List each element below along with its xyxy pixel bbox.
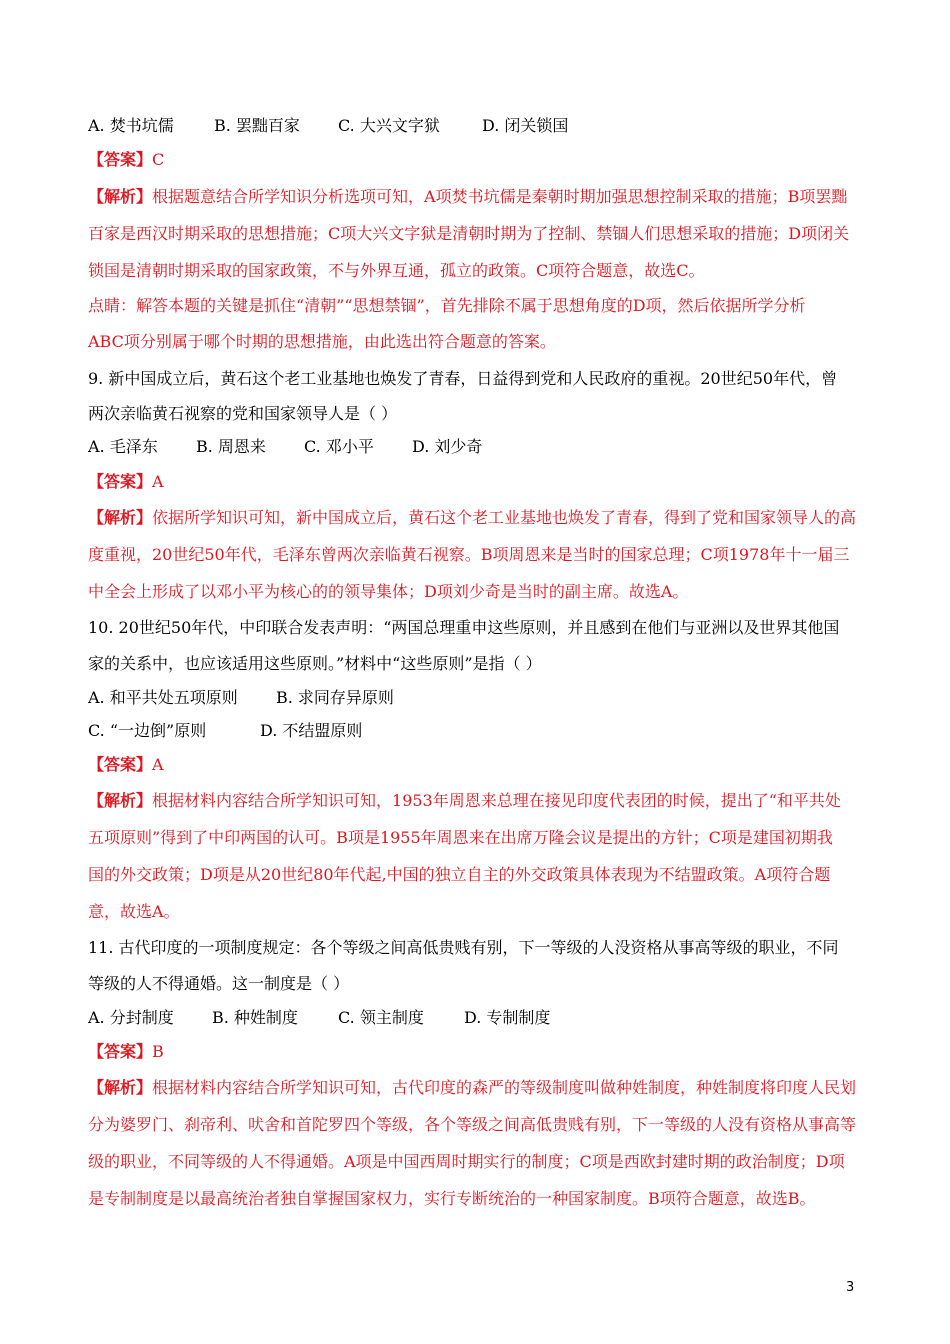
q8-answer <box>88 150 864 170</box>
q11-option-b: B. 种姓制度 <box>212 1008 298 1027</box>
q10-answer-value: A <box>152 755 164 774</box>
q11-analysis-text-1: 根据材料内容结合所学知识可知，古代印度的森严的等级制度叫做种姓制度，种姓制度将印度人民划 <box>152 1078 857 1097</box>
q8-option-c: C. 大兴文字狱 <box>338 116 440 135</box>
q10-analysis-line-4: 意，故选A。 <box>88 902 180 921</box>
q9-analysis-line-2: 度重视，20世纪50年代，毛泽东曾两次亲临黄石视察。B项周恩来是当时的国家总理；C项1978年十一届三 <box>88 545 850 564</box>
q10-options-row-2 <box>88 721 864 741</box>
answer-label: 【答案】 <box>88 1042 153 1061</box>
q11-analysis-line-3: 级的职业，不同等级的人不得通婚。A项是中国西周时期实行的制度；C项是西欧封建时期的政治制度；D项 <box>88 1152 845 1171</box>
q8-analysis-line-3: 锁国是清朝时期采取的国家政策，不与外界互通，孤立的政策。C项符合题意，故选C。 <box>88 261 705 280</box>
q9-options <box>88 437 864 457</box>
q10-options-row-1 <box>88 688 864 708</box>
page-number: 3 <box>846 1280 855 1295</box>
q8-option-d: D. 闭关锁国 <box>482 116 569 135</box>
q11-answer-value: B <box>152 1042 164 1061</box>
q9-stem-line-2: 两次亲临黄石视察的党和国家领导人是（ ） <box>88 404 398 423</box>
q10-analysis-text-1: 根据材料内容结合所学知识可知，1953年周恩来总理在接见印度代表团的时候，提出了“和平共处 <box>152 791 841 810</box>
q8-tip-line-2: ABC项分别属于哪个时期的思想措施，由此选出符合题意的答案。 <box>88 332 556 351</box>
q11-analysis-line-4: 是专制制度是以最高统治者独自掌握国家权力，实行专断统治的一种国家制度。B项符合题意，故选B。 <box>88 1189 816 1208</box>
q11-answer <box>88 1042 864 1062</box>
q10-stem-line-2: 家的关系中，也应该适用这些原则。”材料中“这些原则”是指（ ） <box>88 654 542 673</box>
q9-analysis-text-1: 依据所学知识可知，新中国成立后，黄石这个老工业基地也焕发了青春，得到了党和国家领导人的高 <box>152 508 857 527</box>
answer-label: 【答案】 <box>88 755 153 774</box>
q11-analysis-line-1 <box>88 1078 864 1098</box>
q9-option-a: A. 毛泽东 <box>88 437 158 456</box>
q9-answer-value: A <box>152 472 164 491</box>
q9-answer <box>88 472 864 492</box>
q8-option-a: A. 焚书坑儒 <box>88 116 174 135</box>
q10-option-c: C. “一边倒”原则 <box>88 721 207 740</box>
q10-stem-line-1: 10. 20世纪50年代，中印联合发表声明：“两国总理重申这些原则，并且感到在他们与亚洲以及世界其他国 <box>88 618 840 637</box>
q8-analysis-text-1: 根据题意结合所学知识分析选项可知，A项焚书坑儒是秦朝时期加强思想控制采取的措施；B项罢黜 <box>152 187 848 206</box>
answer-label: 【答案】 <box>88 150 153 169</box>
q10-analysis-line-1 <box>88 791 864 811</box>
analysis-label: 【解析】 <box>88 508 153 527</box>
analysis-label: 【解析】 <box>88 1078 153 1097</box>
q11-analysis-line-2: 分为婆罗门、刹帝利、吠舍和首陀罗四个等级，各个等级之间高低贵贱有别，下一等级的人没有资格从事高等 <box>88 1115 857 1134</box>
q8-tip-line-1: 点睛：解答本题的关键是抓住“清朝”“思想禁锢”，首先排除不属于思想角度的D项，然后依据所学分析 <box>88 296 806 315</box>
q9-option-d: D. 刘少奇 <box>412 437 483 456</box>
q10-option-a: A. 和平共处五项原则 <box>88 688 238 707</box>
q10-analysis-line-2: 五项原则”得到了中印两国的认可。B项是1955年周恩来在出席万隆会议是提出的方针；C项是建国初期我 <box>88 828 833 847</box>
q11-stem-line-2: 等级的人不得通婚。这一制度是（ ） <box>88 974 350 993</box>
q9-option-b: B. 周恩来 <box>196 437 266 456</box>
q10-analysis-line-3: 国的外交政策；D项是从20世纪80年代起,中国的独立自主的外交政策具体表现为不结盟政策。A项符合题 <box>88 865 831 884</box>
q11-stem-line-1: 11. 古代印度的一项制度规定：各个等级之间高低贵贱有别，下一等级的人没资格从事高等级的职业，不同 <box>88 938 839 957</box>
q8-options <box>88 116 864 136</box>
q9-analysis-line-3: 中全会上形成了以邓小平为核心的的领导集体；D项刘少奇是当时的副主席。故选A。 <box>88 582 689 601</box>
answer-label: 【答案】 <box>88 472 153 491</box>
q8-option-b: B. 罢黜百家 <box>214 116 300 135</box>
q8-analysis-line-1 <box>88 187 864 207</box>
q10-answer <box>88 755 864 775</box>
q11-options <box>88 1008 864 1028</box>
q10-option-b: B. 求同存异原则 <box>276 688 394 707</box>
analysis-label: 【解析】 <box>88 791 153 810</box>
q9-stem-line-1: 9. 新中国成立后，黄石这个老工业基地也焕发了青春，日益得到党和人民政府的重视。20世纪50年代，曾 <box>88 369 838 388</box>
q11-option-d: D. 专制制度 <box>464 1008 551 1027</box>
q10-option-d: D. 不结盟原则 <box>260 721 363 740</box>
q8-answer-value: C <box>152 150 165 169</box>
q8-analysis-line-2: 百家是西汉时期采取的思想措施；C项大兴文字狱是清朝时期为了控制、禁锢人们思想采取的措施；D项闭关 <box>88 224 850 243</box>
q11-option-a: A. 分封制度 <box>88 1008 174 1027</box>
q9-option-c: C. 邓小平 <box>304 437 374 456</box>
analysis-label: 【解析】 <box>88 187 153 206</box>
q11-option-c: C. 领主制度 <box>338 1008 424 1027</box>
q9-analysis-line-1 <box>88 508 864 528</box>
